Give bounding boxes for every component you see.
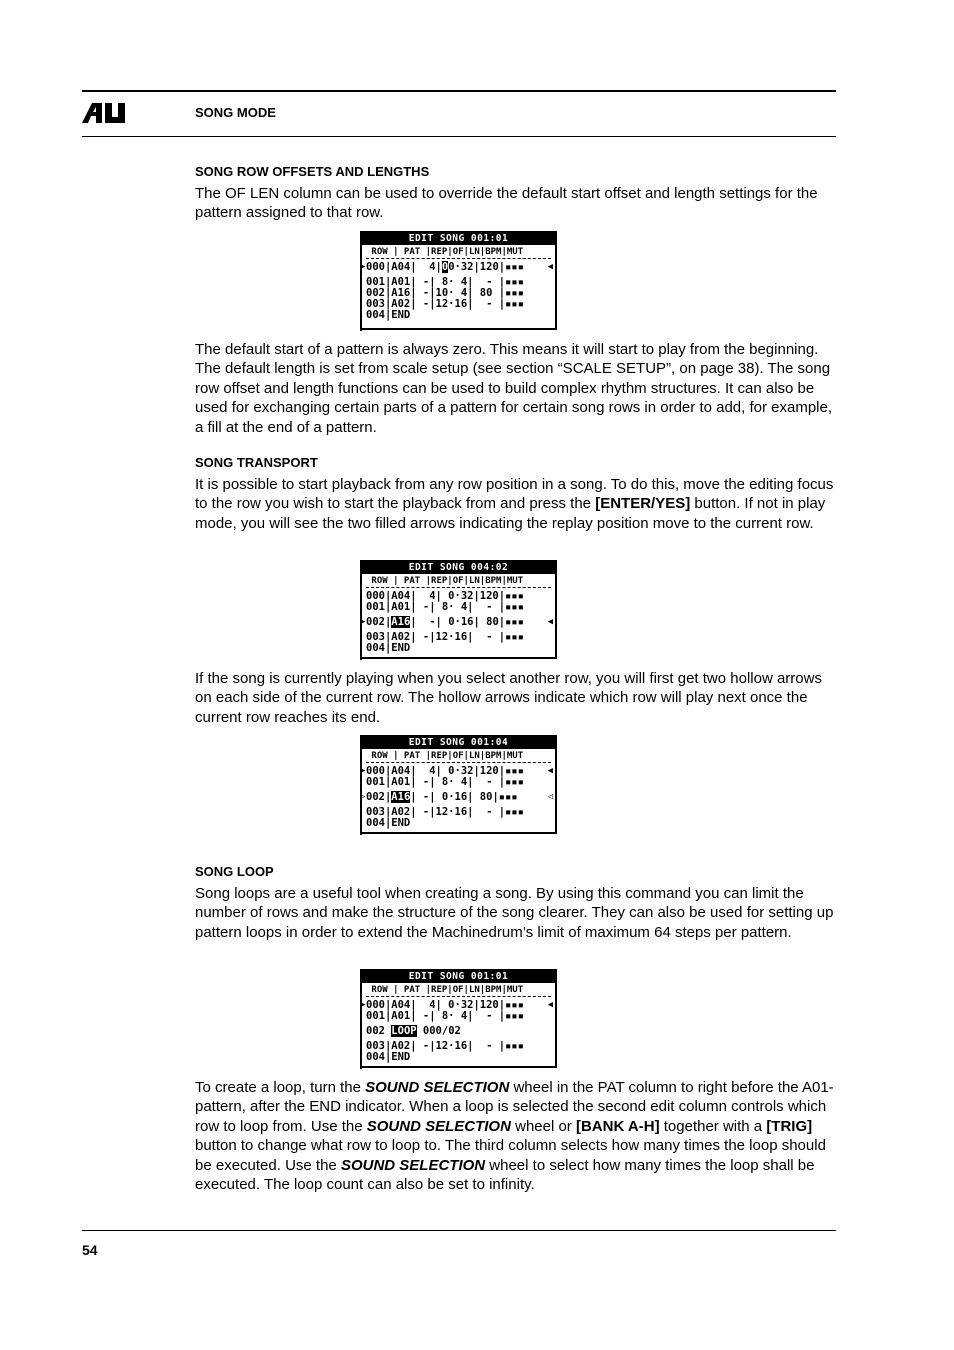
- lcd-row-text: 000|A04| 4| 0·32|120|▪▪▪: [366, 590, 525, 602]
- paragraph: The default start of a pattern is always zero. This means it will start to play from the beginning. The default length is set from scale setup (see section “SCALE SETUP”, on page 38). The song row offset and length functions can be used to build complex rhythm structures. It can also be used for exchanging certain parts of a pattern for certain song rows in order to add, for example, a fill at the end of a pattern.: [195, 341, 833, 436]
- lcd-column-header: ROW | PAT |REP|OF|LN|BPM|MUT: [366, 246, 551, 259]
- section-transport: [195, 455, 835, 533]
- text-run: together with a: [659, 1117, 767, 1135]
- lcd-screen-4: [360, 969, 557, 1068]
- lcd-row-text: 004|END: [366, 309, 411, 321]
- header-rule: [82, 136, 836, 137]
- control-ref: SOUND SELECTION: [366, 1117, 511, 1135]
- header-title: SONG MODE: [195, 105, 276, 120]
- paragraph: [195, 475, 835, 533]
- text-run: wheel or: [510, 1117, 576, 1135]
- lcd-row: [362, 602, 555, 613]
- lcd-row-text: 001|A01| -| 8· 4| - |▪▪▪: [366, 601, 525, 613]
- paragraph: [195, 1078, 835, 1194]
- control-ref: SOUND SELECTION: [340, 1156, 486, 1174]
- filled-arrow-icon: ◀: [547, 262, 553, 272]
- lcd-row: [362, 643, 555, 654]
- lcd-row: [362, 792, 555, 803]
- lcd-row: [362, 262, 555, 273]
- paragraph: If the song is currently playing when you select another row, you will first get two hollow arrows on each side of the current row. The hollow arrows indicate which row will play next once the current row reaches its end.: [195, 670, 822, 726]
- lcd-column-header: ROW | PAT |REP|OF|LN|BPM|MUT: [366, 575, 551, 588]
- lcd-cursor: A16: [391, 616, 411, 628]
- lcd-title: EDIT SONG 001:04: [362, 737, 555, 749]
- section-offsets-body: [195, 340, 835, 437]
- paragraph: Song loops are a useful tool when creating a song. By using this command you can limit the number of rows and make the structure of the song clearer. They can also be used for setting up pattern loops in order to extend the Machinedrum’s limit of maximum 64 steps per pattern.: [195, 885, 834, 941]
- lcd-row-text: 0·32|120|▪▪▪: [448, 261, 525, 273]
- lcd-row-text: 001|A01| -| 8· 4| - |▪▪▪: [366, 1010, 525, 1022]
- mute-icon: ▪▪▪: [505, 276, 525, 288]
- filled-arrow-icon: ◀: [547, 1000, 553, 1010]
- lcd-screen-3: [360, 735, 557, 834]
- text-run: button to change what row to loop to. The third column selects how many times the loop should be executed. Use the: [195, 1137, 826, 1174]
- lcd-row-text: 002|: [366, 791, 392, 803]
- lcd-row-text: 002|: [366, 616, 392, 628]
- lcd-tail: [360, 1066, 362, 1069]
- lcd-row-text: 004|END: [366, 817, 411, 829]
- text-run: wheel in the PAT column to right before the A01-pattern, after the END indicator. When a loop is selected the second edit column controls which row to loop from. Use the: [195, 1079, 834, 1135]
- section-loop: [195, 864, 835, 942]
- lcd-row: [362, 1026, 555, 1037]
- lcd-row-text: 004|END: [366, 642, 411, 654]
- page-number: 54: [82, 1242, 98, 1258]
- filled-arrow-icon: ▶: [360, 766, 366, 776]
- lcd-row-text: 000|A04| 4| 0·32|120|▪▪▪: [366, 999, 525, 1011]
- button-ref: [BANK A-H]: [575, 1117, 660, 1135]
- filled-arrow-icon: ◀: [547, 617, 553, 627]
- filled-arrow-icon: ◀: [547, 766, 553, 776]
- mute-icon: ▪▪▪: [505, 287, 525, 299]
- lcd-tail: [360, 328, 362, 331]
- lcd-row-text: 000/02: [416, 1025, 461, 1037]
- top-rule: [82, 90, 836, 92]
- lcd-screen-2: [360, 560, 557, 659]
- lcd-row: [362, 310, 555, 321]
- lcd-row-text: 003|A02| -|12·16| - |: [366, 298, 506, 310]
- paragraph: The OF LEN column can be used to override the default start offset and length settings for the pattern assigned to that row.: [195, 185, 818, 222]
- lcd-row-text: 003|A02| -|12·16| - |▪▪▪: [366, 806, 525, 818]
- lcd-cursor: LOOP: [391, 1025, 417, 1037]
- filled-arrow-icon: ▶: [360, 617, 366, 627]
- lcd-row: [362, 777, 555, 788]
- section-heading: SONG ROW OFFSETS AND LENGTHS: [195, 164, 430, 179]
- lcd-title: EDIT SONG 001:01: [362, 233, 555, 245]
- lcd-title: EDIT SONG 004:02: [362, 562, 555, 574]
- hollow-arrow-icon: ◁: [547, 792, 553, 802]
- lcd-row-text: | -| 0·16| 80|▪▪▪: [410, 791, 518, 803]
- lcd-row-text: | -| 0·16| 80|▪▪▪: [410, 616, 525, 628]
- lcd-row-text: 001|A01| -| 8· 4| - |▪▪▪: [366, 776, 525, 788]
- section-offsets: [195, 164, 835, 223]
- footer-rule: [82, 1230, 836, 1231]
- text-run: wheel to select how many times the loop shall be executed. The loop count can also be set to infinity.: [195, 1156, 815, 1194]
- text-run: button. If not in play mode, you will see the two filled arrows indicating the replay position move to the current row.: [195, 495, 826, 532]
- lcd-tail: [360, 832, 362, 835]
- elektron-logo-icon: [82, 103, 130, 123]
- text-run: To create a loop, turn the: [195, 1079, 366, 1096]
- lcd-row-text: 004|END: [366, 1051, 411, 1063]
- filled-arrow-icon: ▶: [360, 262, 366, 272]
- lcd-row: [362, 818, 555, 829]
- lcd-row-text: 000|A04| 4|: [366, 261, 442, 273]
- text-run: It is possible to start playback from any row position in a song. To do this, move the editing focus to the row you wish to start the playback from and press the: [195, 476, 834, 513]
- lcd-row-text: 002: [366, 1025, 385, 1037]
- lcd-column-header: ROW | PAT |REP|OF|LN|BPM|MUT: [366, 750, 551, 763]
- lcd-row: [362, 617, 555, 628]
- section-transport-body: [195, 669, 835, 727]
- control-ref: SOUND SELECTION: [365, 1079, 510, 1096]
- lcd-title: EDIT SONG 001:01: [362, 971, 555, 983]
- lcd-row: [362, 1011, 555, 1022]
- lcd-row-text: 000|A04| 4| 0·32|120|▪▪▪: [366, 765, 525, 777]
- filled-arrow-icon: ▶: [360, 1000, 366, 1010]
- button-ref: [TRIG]: [766, 1117, 813, 1135]
- lcd-cursor: 0: [441, 261, 449, 273]
- lcd-column-header: ROW | PAT |REP|OF|LN|BPM|MUT: [366, 984, 551, 997]
- section-heading: SONG TRANSPORT: [195, 455, 318, 470]
- lcd-row-text: 003|A02| -|12·16| - |▪▪▪: [366, 1040, 525, 1052]
- lcd-row-text: 002|A16| -|10· 4| 80 |: [366, 287, 506, 299]
- lcd-screen-1: [360, 231, 557, 330]
- section-heading: SONG LOOP: [195, 864, 274, 879]
- button-ref: [ENTER/YES]: [595, 495, 691, 513]
- lcd-row: [362, 1052, 555, 1063]
- lcd-tail: [360, 657, 362, 660]
- hollow-arrow-icon: ▷: [360, 792, 366, 802]
- lcd-row-text: 003|A02| -|12·16| - |▪▪▪: [366, 631, 525, 643]
- section-loop-body: [195, 1078, 835, 1194]
- lcd-row-text: 001|A01| -| 8· 4| - |: [366, 276, 506, 288]
- lcd-cursor: A16: [391, 791, 411, 803]
- mute-icon: ▪▪▪: [505, 298, 525, 310]
